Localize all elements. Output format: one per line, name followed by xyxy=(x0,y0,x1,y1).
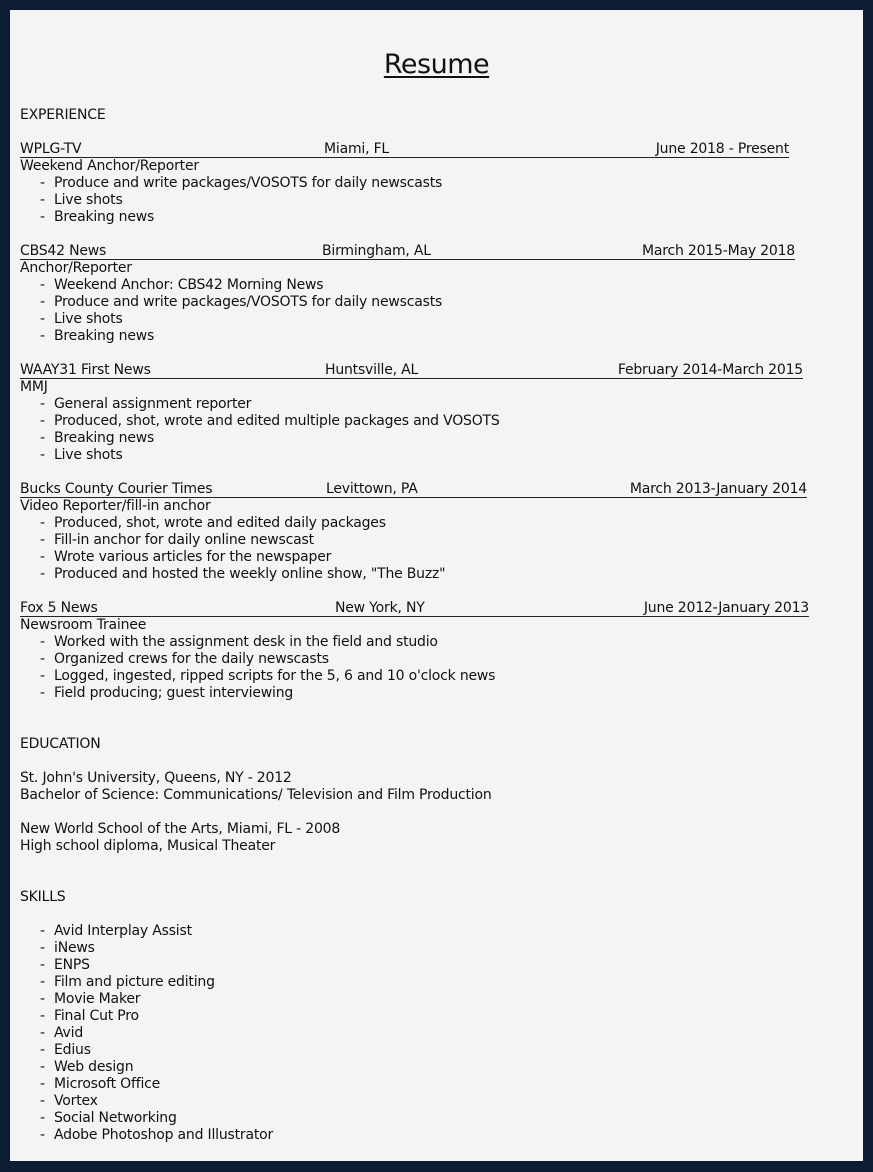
job-dates: March 2015-May 2018 xyxy=(641,243,795,259)
bullet-dash: - xyxy=(40,294,46,310)
skill-item: ENPS xyxy=(54,957,90,973)
bullet-dash: - xyxy=(40,1008,46,1024)
skill-item: Edius xyxy=(54,1042,91,1058)
job-employer: Bucks County Courier Times xyxy=(20,481,213,497)
job-bullet: Field producing; guest interviewing xyxy=(54,685,294,701)
job-location: New York, NY xyxy=(335,600,425,616)
bullet-dash: - xyxy=(40,923,46,939)
job-bullet: Breaking news xyxy=(54,430,155,446)
bullet-dash: - xyxy=(40,311,46,327)
skill-item: Adobe Photoshop and Illustrator xyxy=(54,1127,274,1143)
job-bullet: Worked with the assignment desk in the field and studio xyxy=(54,634,438,650)
job-role: Anchor/Reporter xyxy=(20,260,132,276)
job-location: Birmingham, AL xyxy=(322,243,431,259)
job-location: Miami, FL xyxy=(324,141,390,157)
bullet-dash: - xyxy=(40,277,46,293)
job-dates: February 2014-March 2015 xyxy=(617,362,803,378)
job-bullet: Produced and hosted the weekly online show, "The Buzz" xyxy=(54,566,446,582)
education-degree: Bachelor of Science: Communications/ Television and Film Production xyxy=(20,787,492,803)
bullet-dash: - xyxy=(40,192,46,208)
job-bullet: Live shots xyxy=(54,192,123,208)
bullet-dash: - xyxy=(40,974,46,990)
job-bullet: Produced, shot, wrote and edited daily packages xyxy=(54,515,386,531)
skills-heading: SKILLS xyxy=(20,889,66,905)
job-bullet: General assignment reporter xyxy=(54,396,252,412)
job-bullet: Fill-in anchor for daily online newscast xyxy=(54,532,314,548)
skill-item: Social Networking xyxy=(54,1110,177,1126)
job-role: Video Reporter/fill-in anchor xyxy=(20,498,211,514)
job-bullet: Produce and write packages/VOSOTS for daily newscasts xyxy=(54,175,443,191)
bullet-dash: - xyxy=(40,1093,46,1109)
bullet-dash: - xyxy=(40,175,46,191)
bullet-dash: - xyxy=(40,940,46,956)
bullet-dash: - xyxy=(40,668,46,684)
job-bullet: Wrote various articles for the newspaper xyxy=(54,549,332,565)
job-bullet: Produced, shot, wrote and edited multiple packages and VOSOTS xyxy=(54,413,500,429)
job-role: Newsroom Trainee xyxy=(20,617,147,633)
bullet-dash: - xyxy=(40,209,46,225)
bullet-dash: - xyxy=(40,447,46,463)
experience-heading: EXPERIENCE xyxy=(20,107,106,123)
education-degree: High school diploma, Musical Theater xyxy=(20,838,276,854)
bullet-dash: - xyxy=(40,413,46,429)
skill-item: Web design xyxy=(54,1059,134,1075)
bullet-dash: - xyxy=(40,651,46,667)
bullet-dash: - xyxy=(40,1127,46,1143)
bullet-dash: - xyxy=(40,430,46,446)
skill-item: Vortex xyxy=(54,1093,98,1109)
job-location: Huntsville, AL xyxy=(325,362,419,378)
bullet-dash: - xyxy=(40,1025,46,1041)
job-role: MMJ xyxy=(20,379,48,395)
job-employer: Fox 5 News xyxy=(20,600,98,616)
skill-item: Avid xyxy=(54,1025,84,1041)
bullet-dash: - xyxy=(40,991,46,1007)
bullet-dash: - xyxy=(40,1059,46,1075)
resume-page xyxy=(10,10,863,1161)
skill-item: Film and picture editing xyxy=(54,974,215,990)
bullet-dash: - xyxy=(40,549,46,565)
page-title: Resume xyxy=(383,49,490,80)
bullet-dash: - xyxy=(40,566,46,582)
skill-item: Microsoft Office xyxy=(54,1076,161,1092)
job-bullet: Live shots xyxy=(54,311,123,327)
bullet-dash: - xyxy=(40,328,46,344)
skill-item: Avid Interplay Assist xyxy=(54,923,192,939)
job-employer: WAAY31 First News xyxy=(20,362,151,378)
job-dates: March 2013-January 2014 xyxy=(629,481,807,497)
job-bullet: Breaking news xyxy=(54,328,155,344)
job-bullet: Produce and write packages/VOSOTS for daily newscasts xyxy=(54,294,443,310)
job-dates: June 2018 - Present xyxy=(655,141,789,157)
skill-item: Movie Maker xyxy=(54,991,141,1007)
job-bullet: Live shots xyxy=(54,447,123,463)
job-employer: WPLG-TV xyxy=(20,141,82,157)
education-school: St. John's University, Queens, NY - 2012 xyxy=(20,770,292,786)
job-role: Weekend Anchor/Reporter xyxy=(20,158,199,174)
skill-item: Final Cut Pro xyxy=(54,1008,139,1024)
education-heading: EDUCATION xyxy=(20,736,101,752)
bullet-dash: - xyxy=(40,515,46,531)
skill-item: iNews xyxy=(54,940,95,956)
bullet-dash: - xyxy=(40,1076,46,1092)
bullet-dash: - xyxy=(40,1110,46,1126)
bullet-dash: - xyxy=(40,957,46,973)
bullet-dash: - xyxy=(40,685,46,701)
bullet-dash: - xyxy=(40,532,46,548)
education-school: New World School of the Arts, Miami, FL - 2008 xyxy=(20,821,341,837)
job-bullet: Logged, ingested, ripped scripts for the 5, 6 and 10 o'clock news xyxy=(54,668,496,684)
job-dates: June 2012-January 2013 xyxy=(643,600,809,616)
job-bullet: Organized crews for the daily newscasts xyxy=(54,651,329,667)
job-location: Levittown, PA xyxy=(326,481,418,497)
bullet-dash: - xyxy=(40,634,46,650)
job-employer: CBS42 News xyxy=(20,243,107,259)
bullet-dash: - xyxy=(40,396,46,412)
bullet-dash: - xyxy=(40,1042,46,1058)
job-bullet: Weekend Anchor: CBS42 Morning News xyxy=(54,277,324,293)
job-bullet: Breaking news xyxy=(54,209,155,225)
